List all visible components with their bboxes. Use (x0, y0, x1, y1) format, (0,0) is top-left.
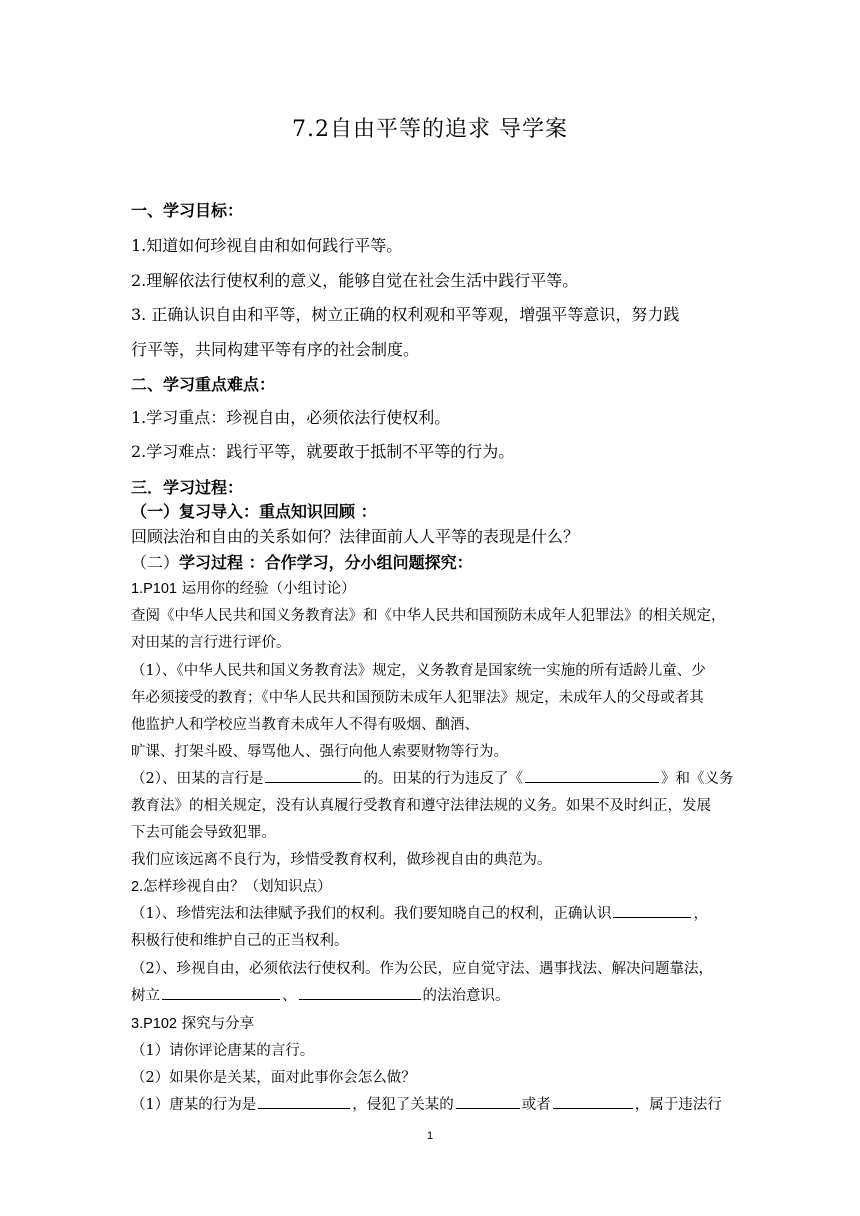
p102-question1: （1）请你评论唐某的言行。 (131, 1043, 315, 1059)
p101-answer1-line4: 旷课、打架斗殴、辱骂他人、强行向他人索要财物等行为。 (131, 744, 508, 760)
q2-answer2-line1: （2）、珍视自由，必须依法行使权利。作为公民，应自觉守法、遇事找法、解决问题靠法， (131, 961, 713, 977)
answer-text: 树立 (131, 988, 160, 1004)
keypoint-item-2: 2.学习难点：践行平等，就要敢于抵制不平等的行为。 (131, 442, 515, 461)
subsection-prefix: （二） (131, 553, 180, 572)
answer-text: ，属于违法行 (634, 1097, 722, 1113)
p101-answer2-line1 (131, 767, 733, 788)
p102-label: 3.P102 (131, 1016, 177, 1032)
subsection-review-heading: （一）复习导入：重点知识回顾 ： (131, 502, 377, 521)
review-question: 回顾法治和自由的关系如何？法律面前人人平等的表现是什么？ (131, 527, 580, 546)
section-heading-keypoints: 二、学习重点难点： (131, 375, 276, 394)
answer-text: 的。田某的行为违反了《 (363, 771, 523, 787)
answer-text: （2）、田某的言行是 (131, 771, 264, 787)
fill-blank[interactable] (265, 768, 361, 783)
fill-blank[interactable] (613, 903, 691, 918)
p101-answer1-line3: 他监护人和学校应当教育未成年人不得有吸烟、酗酒、 (131, 717, 479, 733)
p102-question2: （2）如果你是关某，面对此事你会怎么做？ (131, 1070, 416, 1086)
answer-text: ，侵犯了关某的 (352, 1097, 454, 1113)
p101-desc-line1: 查阅《中华人民共和国义务教育法》和《中华人民共和国预防未成年人犯罪法》的相关规定， (131, 608, 726, 624)
answer-text: 或者 (521, 1097, 551, 1113)
answer-text: （1）、珍惜宪法和法律赋予我们的权利。我们要知晓自己的权利，正确认识 (131, 906, 612, 922)
goal-item-2: 2.理解依法行使权利的意义，能够自觉在社会生活中践行平等。 (131, 271, 579, 290)
fill-blank[interactable] (553, 1094, 633, 1109)
q2-label: 2. (131, 879, 144, 895)
keypoint-item-1: 1.学习重点：珍视自由，必须依法行使权利。 (131, 408, 451, 427)
q2-answer1-line2: 积极行使和维护自己的正当权利。 (131, 933, 349, 949)
q2-answer2-line2 (131, 984, 510, 1005)
q2-heading (131, 875, 332, 896)
fill-blank[interactable] (258, 1094, 350, 1109)
goal-item-1: 1.知道如何珍视自由和如何践行平等。 (131, 236, 403, 255)
section-heading-process: 三．学习过程： (131, 478, 244, 497)
p101-answer1-line2: 年必须接受的教育；《中华人民共和国预防未成年人犯罪法》规定，未成年人的父母或者其 (131, 690, 704, 706)
goal-item-3-line1: 3. 正确认识自由和平等，树立正确的权利观和平等观，增强平等意识，努力践 (131, 305, 680, 324)
p101-label: 1.P101 (131, 581, 177, 597)
page-title: 7.2自由平等的追求 导学案 (292, 117, 568, 142)
subsection-title: 学习过程 ：合作学习，分小组问题探究： (179, 553, 473, 572)
p101-desc-line2: 对田某的言行进行评价。 (131, 635, 291, 651)
answer-text: （1）唐某的行为是 (131, 1097, 257, 1113)
fill-blank[interactable] (456, 1094, 520, 1109)
page-number: 1 (426, 1130, 434, 1142)
p101-answer2-line2: 教育法》的相关规定，没有认真履行受教育和遵守法律法规的义务。如果不及时纠正，发展 (131, 798, 711, 814)
p101-title: 运用你的经验（小组讨论） (176, 581, 356, 597)
p102-title: 探究与分享 (176, 1016, 255, 1032)
p102-answer1 (131, 1093, 722, 1114)
answer-text: ， (693, 906, 708, 922)
goal-item-3-line2: 行平等，共同构建平等有序的社会制度。 (131, 340, 420, 359)
fill-blank[interactable] (299, 985, 421, 1000)
p101-answer1-line1: （1）、《中华人民共和国义务教育法》规定，义务教育是国家统一实施的所有适龄儿童、少 (131, 663, 706, 679)
answer-text: 、 (282, 988, 297, 1004)
answer-text: 的法治意识。 (422, 988, 510, 1004)
p101-summary: 我们应该远离不良行为，珍惜受教育权利，做珍视自由的典范为。 (131, 852, 552, 868)
fill-blank[interactable] (525, 768, 659, 783)
p101-answer2-line3: 下去可能会导致犯罪。 (131, 825, 276, 841)
q2-title: 怎样珍视自由？（划知识点） (143, 879, 332, 895)
answer-text: 》和《义务 (660, 771, 734, 787)
section-heading-goals: 一、学习目标： (131, 201, 244, 220)
fill-blank[interactable] (162, 985, 280, 1000)
q2-answer1-line1 (131, 902, 708, 923)
p101-heading (131, 577, 356, 598)
subsection-process-heading (131, 550, 473, 573)
p102-heading (131, 1012, 254, 1033)
